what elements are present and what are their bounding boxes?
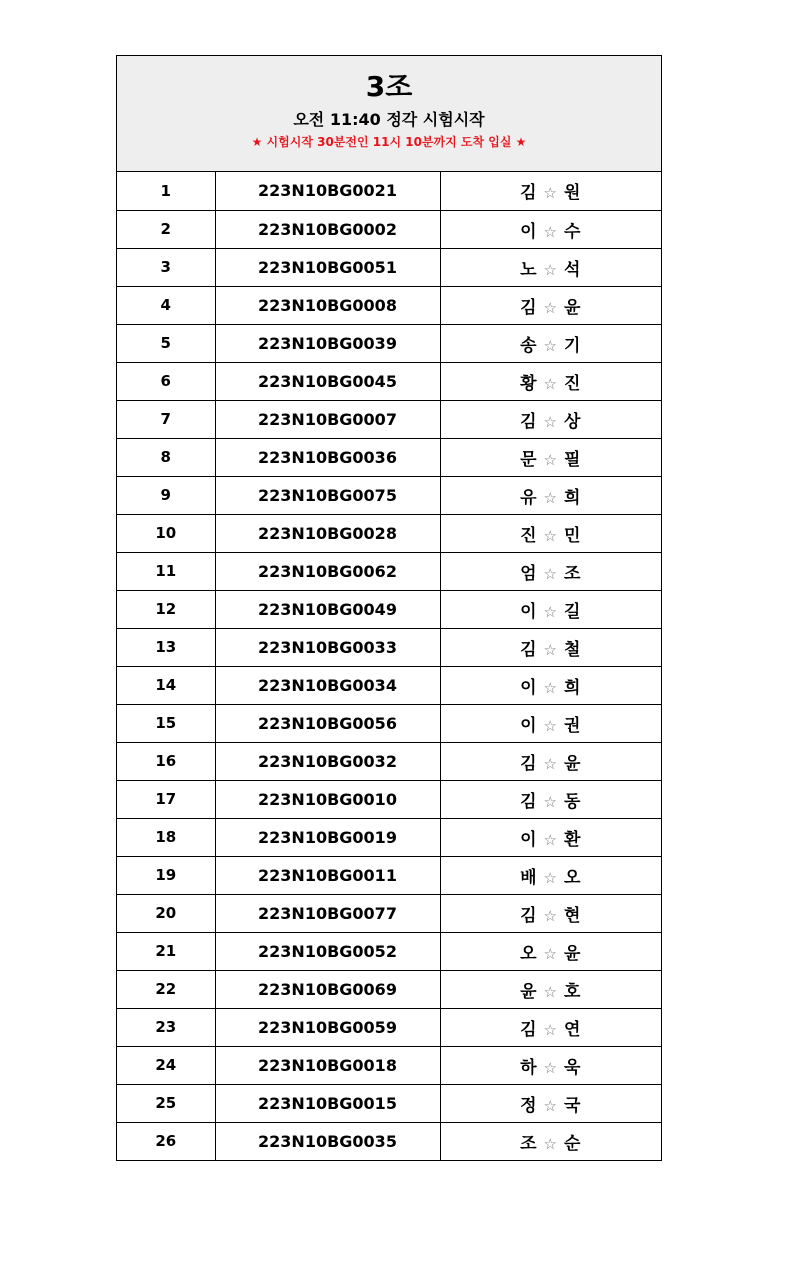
examinee-id: 223N10BG0019 <box>215 818 440 856</box>
star-mask-icon: ☆ <box>543 602 558 621</box>
masked-name <box>440 628 661 666</box>
name-first-char: 황 <box>520 373 538 394</box>
examinee-id: 223N10BG0008 <box>215 286 440 324</box>
name-last-char: 진 <box>563 373 582 394</box>
table-row <box>117 1084 661 1122</box>
star-mask-icon: ☆ <box>543 678 558 697</box>
table-row <box>117 362 661 400</box>
examinee-id: 223N10BG0039 <box>215 324 440 362</box>
star-mask-icon: ☆ <box>543 564 558 583</box>
name-last-char: 원 <box>563 183 582 204</box>
row-number: 17 <box>117 780 215 818</box>
row-number: 9 <box>117 476 215 514</box>
examinee-id: 223N10BG0015 <box>215 1084 440 1122</box>
row-number: 10 <box>117 514 215 552</box>
name-first-char: 진 <box>520 525 538 546</box>
star-mask-icon: ☆ <box>543 640 558 659</box>
name-first-char: 배 <box>520 867 538 888</box>
examinee-id: 223N10BG0021 <box>215 172 440 210</box>
star-mask-icon: ☆ <box>543 298 558 317</box>
row-number: 7 <box>117 400 215 438</box>
star-mask-icon: ☆ <box>543 754 558 773</box>
name-first-char: 김 <box>520 639 538 660</box>
name-last-char: 석 <box>563 259 582 280</box>
name-last-char: 윤 <box>563 943 582 964</box>
examinee-id: 223N10BG0035 <box>215 1122 440 1160</box>
exam-group-sheet <box>116 55 662 1161</box>
name-last-char: 윤 <box>563 753 582 774</box>
group-title: 3조 <box>365 70 413 103</box>
examinee-id: 223N10BG0077 <box>215 894 440 932</box>
name-last-char: 국 <box>563 1095 582 1116</box>
examinee-id: 223N10BG0045 <box>215 362 440 400</box>
name-last-char: 동 <box>563 791 582 812</box>
row-number: 22 <box>117 970 215 1008</box>
table-row <box>117 286 661 324</box>
examinee-id: 223N10BG0062 <box>215 552 440 590</box>
row-number: 5 <box>117 324 215 362</box>
row-number: 13 <box>117 628 215 666</box>
star-mask-icon: ☆ <box>543 1134 558 1153</box>
star-mask-icon: ☆ <box>543 412 558 431</box>
masked-name <box>440 362 661 400</box>
masked-name <box>440 590 661 628</box>
masked-name <box>440 286 661 324</box>
star-mask-icon: ☆ <box>543 944 558 963</box>
name-last-char: 필 <box>563 449 582 470</box>
table-row <box>117 210 661 248</box>
sheet-header <box>117 56 661 172</box>
masked-name <box>440 932 661 970</box>
row-number: 14 <box>117 666 215 704</box>
examinee-id: 223N10BG0049 <box>215 590 440 628</box>
row-number: 24 <box>117 1046 215 1084</box>
name-first-char: 노 <box>520 259 538 280</box>
name-first-char: 김 <box>520 791 538 812</box>
star-mask-icon: ☆ <box>543 336 558 355</box>
star-mask-icon: ☆ <box>543 184 558 203</box>
masked-name <box>440 1008 661 1046</box>
masked-name <box>440 514 661 552</box>
name-last-char: 권 <box>563 715 582 736</box>
examinee-id: 223N10BG0007 <box>215 400 440 438</box>
masked-name <box>440 210 661 248</box>
star-mask-icon: ☆ <box>543 222 558 241</box>
table-row <box>117 1008 661 1046</box>
name-last-char: 희 <box>563 677 582 698</box>
table-row <box>117 628 661 666</box>
table-row <box>117 780 661 818</box>
name-first-char: 김 <box>520 297 538 318</box>
name-first-char: 정 <box>520 1095 538 1116</box>
examinee-id: 223N10BG0011 <box>215 856 440 894</box>
table-row <box>117 590 661 628</box>
name-last-char: 철 <box>563 639 582 660</box>
name-first-char: 엄 <box>520 563 538 584</box>
masked-name <box>440 742 661 780</box>
name-last-char: 욱 <box>563 1057 582 1078</box>
masked-name <box>440 704 661 742</box>
star-mask-icon: ☆ <box>543 982 558 1001</box>
table-row <box>117 818 661 856</box>
examinee-id: 223N10BG0069 <box>215 970 440 1008</box>
masked-name <box>440 172 661 210</box>
examinee-id: 223N10BG0052 <box>215 932 440 970</box>
name-first-char: 오 <box>520 943 538 964</box>
row-number: 3 <box>117 248 215 286</box>
examinee-id: 223N10BG0028 <box>215 514 440 552</box>
examinee-id: 223N10BG0010 <box>215 780 440 818</box>
row-number: 18 <box>117 818 215 856</box>
name-last-char: 현 <box>563 905 582 926</box>
name-last-char: 순 <box>563 1133 582 1154</box>
star-mask-icon: ☆ <box>543 450 558 469</box>
name-last-char: 수 <box>563 221 582 242</box>
table-row <box>117 1046 661 1084</box>
arrival-notice: ★ 시험시작 30분전인 11시 10분까지 도착 입실 ★ <box>251 135 527 149</box>
star-mask-icon: ☆ <box>543 488 558 507</box>
masked-name <box>440 1046 661 1084</box>
table-row <box>117 894 661 932</box>
examinee-id: 223N10BG0018 <box>215 1046 440 1084</box>
name-last-char: 길 <box>563 601 582 622</box>
row-number: 21 <box>117 932 215 970</box>
star-mask-icon: ☆ <box>543 1096 558 1115</box>
star-mask-icon: ☆ <box>543 792 558 811</box>
masked-name <box>440 856 661 894</box>
masked-name <box>440 666 661 704</box>
table-row <box>117 248 661 286</box>
exam-start-time: 오전 11:40 정각 시험시작 <box>293 110 485 129</box>
name-first-char: 조 <box>520 1133 538 1154</box>
star-mask-icon: ☆ <box>543 830 558 849</box>
name-last-char: 조 <box>563 563 582 584</box>
masked-name <box>440 248 661 286</box>
table-row <box>117 324 661 362</box>
row-number: 16 <box>117 742 215 780</box>
name-last-char: 호 <box>563 981 582 1002</box>
table-row <box>117 172 661 210</box>
table-row <box>117 704 661 742</box>
name-first-char: 하 <box>520 1057 538 1078</box>
examinee-id: 223N10BG0056 <box>215 704 440 742</box>
examinee-id: 223N10BG0036 <box>215 438 440 476</box>
examinee-id: 223N10BG0059 <box>215 1008 440 1046</box>
name-first-char: 이 <box>520 221 538 242</box>
name-first-char: 이 <box>520 715 538 736</box>
examinee-table <box>117 172 661 1160</box>
name-first-char: 윤 <box>520 981 538 1002</box>
name-first-char: 김 <box>520 905 538 926</box>
masked-name <box>440 324 661 362</box>
name-first-char: 김 <box>520 753 538 774</box>
star-mask-icon: ☆ <box>543 716 558 735</box>
examinee-id: 223N10BG0033 <box>215 628 440 666</box>
name-first-char: 김 <box>520 1019 538 1040</box>
star-mask-icon: ☆ <box>543 1058 558 1077</box>
row-number: 23 <box>117 1008 215 1046</box>
table-row <box>117 1122 661 1160</box>
star-mask-icon: ☆ <box>543 1020 558 1039</box>
star-mask-icon: ☆ <box>543 526 558 545</box>
masked-name <box>440 552 661 590</box>
row-number: 12 <box>117 590 215 628</box>
name-first-char: 이 <box>520 829 538 850</box>
table-row <box>117 400 661 438</box>
table-row <box>117 552 661 590</box>
name-last-char: 상 <box>563 411 582 432</box>
table-row <box>117 666 661 704</box>
name-first-char: 김 <box>520 183 538 204</box>
masked-name <box>440 970 661 1008</box>
row-number: 4 <box>117 286 215 324</box>
row-number: 2 <box>117 210 215 248</box>
masked-name <box>440 818 661 856</box>
name-last-char: 윤 <box>563 297 582 318</box>
examinee-id: 223N10BG0075 <box>215 476 440 514</box>
table-row <box>117 932 661 970</box>
examinee-table-body <box>117 172 661 1160</box>
table-row <box>117 476 661 514</box>
name-first-char: 김 <box>520 411 538 432</box>
table-row <box>117 438 661 476</box>
masked-name <box>440 400 661 438</box>
masked-name <box>440 894 661 932</box>
masked-name <box>440 476 661 514</box>
table-row <box>117 970 661 1008</box>
table-row <box>117 856 661 894</box>
examinee-id: 223N10BG0051 <box>215 248 440 286</box>
name-first-char: 유 <box>520 487 538 508</box>
masked-name <box>440 438 661 476</box>
name-first-char: 이 <box>520 677 538 698</box>
name-first-char: 이 <box>520 601 538 622</box>
examinee-id: 223N10BG0034 <box>215 666 440 704</box>
star-mask-icon: ☆ <box>543 260 558 279</box>
masked-name <box>440 780 661 818</box>
name-first-char: 송 <box>520 335 538 356</box>
table-row <box>117 514 661 552</box>
name-last-char: 희 <box>563 487 582 508</box>
name-last-char: 연 <box>563 1019 582 1040</box>
masked-name <box>440 1084 661 1122</box>
row-number: 11 <box>117 552 215 590</box>
name-last-char: 민 <box>563 525 582 546</box>
masked-name <box>440 1122 661 1160</box>
row-number: 26 <box>117 1122 215 1160</box>
row-number: 8 <box>117 438 215 476</box>
row-number: 19 <box>117 856 215 894</box>
row-number: 6 <box>117 362 215 400</box>
name-last-char: 기 <box>563 335 582 356</box>
table-row <box>117 742 661 780</box>
examinee-id: 223N10BG0032 <box>215 742 440 780</box>
examinee-id: 223N10BG0002 <box>215 210 440 248</box>
name-last-char: 오 <box>563 867 582 888</box>
row-number: 25 <box>117 1084 215 1122</box>
name-last-char: 환 <box>563 829 582 850</box>
name-first-char: 문 <box>520 449 538 470</box>
star-mask-icon: ☆ <box>543 906 558 925</box>
row-number: 1 <box>160 181 171 200</box>
row-number: 20 <box>117 894 215 932</box>
row-number: 15 <box>117 704 215 742</box>
star-mask-icon: ☆ <box>543 868 558 887</box>
star-mask-icon: ☆ <box>543 374 558 393</box>
